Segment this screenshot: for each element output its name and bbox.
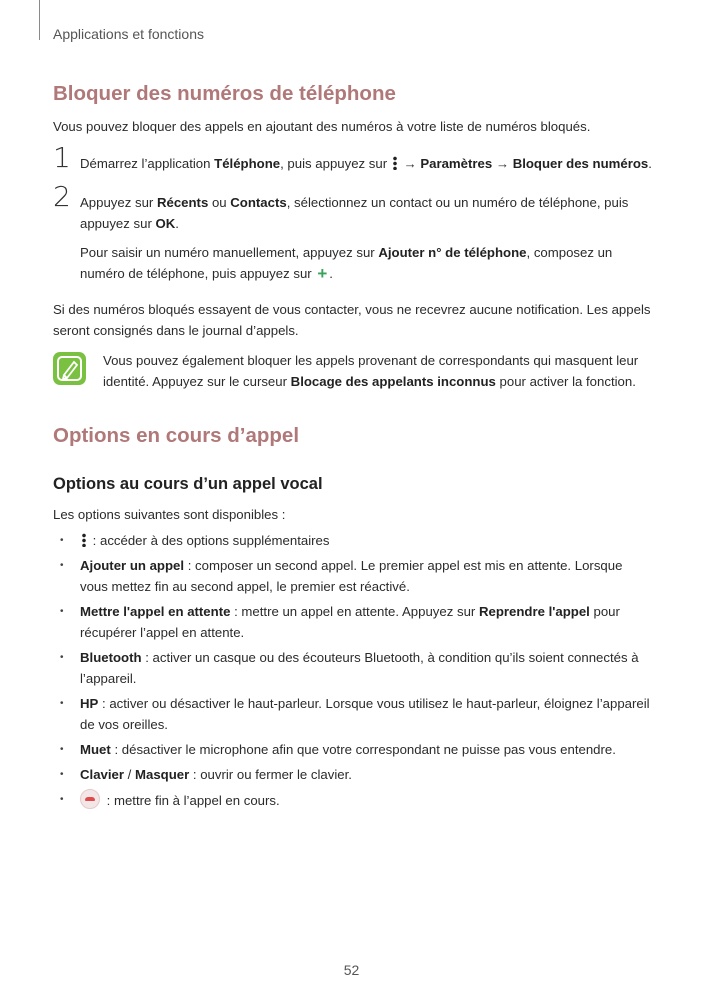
list-item: • Clavier / Masquer : ouvrir ou fermer le clavier. [53, 764, 653, 785]
more-options-icon [393, 156, 397, 170]
note-pencil-icon [53, 352, 86, 385]
list-item: • Mettre l'appel en attente : mettre un appel en attente. Appuyez sur Reprendre l'appel pour récupérer l’appel en attente. [53, 601, 653, 643]
step-2: 2 Appuyez sur Récents ou Contacts, sélectionnez un contact ou un numéro de téléphone, puis appuyez sur OK. Pour saisir un numéro manuellement, appuyez sur Ajouter n° de téléphone, composez un numéro de téléphone, puis appuyez sur + . [53, 180, 629, 283]
running-header: Applications et fonctions [53, 26, 204, 42]
page-number: 52 [343, 962, 360, 978]
subsection-title-voice-call: Options au cours d’un appel vocal [53, 475, 323, 493]
section1-after-text: Si des numéros bloqués essayent de vous contacter, vous ne recevrez aucune notification. Les appels seront consignés dans le journal d’appels. [53, 302, 651, 338]
section-title-call-options: Options en cours d’appel [53, 424, 300, 447]
note-box: Vous pouvez également bloquer les appels provenant de correspondants qui masquent leur identité. Appuyez sur le curseur Blocage des appelants inconnus pour activer la fonction. [53, 350, 653, 392]
list-item: • : mettre fin à l’appel en cours. [53, 789, 653, 811]
list-item: • Muet : désactiver le microphone afin que votre correspondant ne puisse pas vous entendre. [53, 739, 653, 760]
options-list [53, 530, 653, 815]
list-item: • HP : activer ou désactiver le haut-parleur. Lorsque vous utilisez le haut-parleur, éloignez l’appareil de vos oreilles. [53, 693, 653, 735]
step-number: 2 [53, 180, 71, 213]
add-plus-icon: + [317, 264, 328, 283]
section-title-block-numbers: Bloquer des numéros de téléphone [53, 82, 396, 105]
list-item: • Ajouter un appel : composer un second appel. Le premier appel est mis en attente. Lorsque vous mettez fin au second appel, le premier est réactivé. [53, 555, 653, 597]
section2-intro: Les options suivantes sont disponibles : [53, 507, 286, 522]
step-1: 1 Démarrez l’application Téléphone, puis appuyez sur → Paramètres → Bloquer des numéros. [53, 141, 652, 174]
more-options-icon [82, 533, 86, 547]
step-number: 1 [53, 141, 71, 174]
end-call-icon [80, 789, 100, 809]
corner-rule [39, 0, 40, 40]
list-item: • Bluetooth : activer un casque ou des écouteurs Bluetooth, à condition qu’ils soient connectés à l’appareil. [53, 647, 653, 689]
section1-intro: Vous pouvez bloquer des appels en ajoutant des numéros à votre liste de numéros bloqués. [53, 119, 591, 134]
list-item: • : accéder à des options supplémentaires [53, 530, 653, 551]
